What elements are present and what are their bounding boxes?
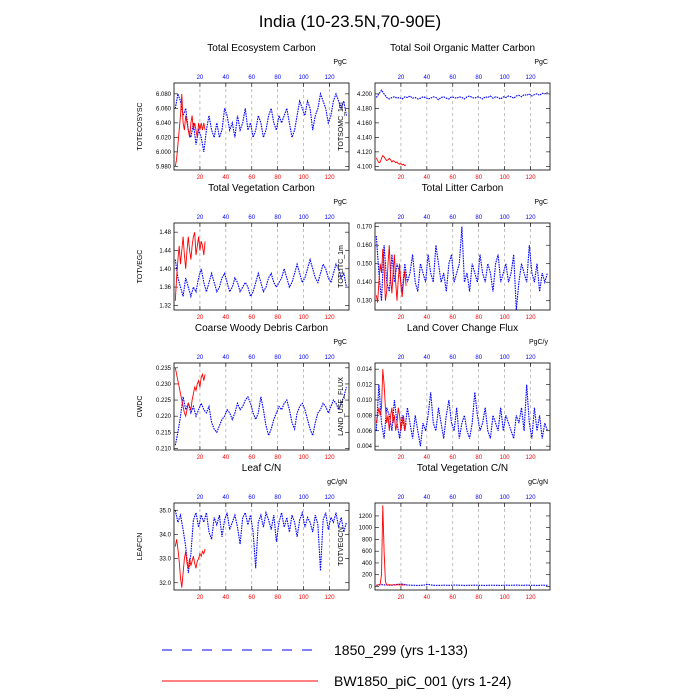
x-tick-label-top: 80	[274, 355, 282, 361]
x-tick-label-top: 100	[298, 75, 309, 81]
x-tick-label-top: 40	[423, 495, 431, 501]
x-tick-label-top: 40	[222, 355, 230, 361]
x-tick-label: 60	[449, 455, 457, 461]
y-tick-label: 4.180	[356, 106, 372, 113]
panel-unit-label: PgC	[333, 339, 347, 346]
y-tick-label: 4.140	[356, 135, 372, 142]
x-tick-label-top: 60	[449, 75, 457, 81]
y-tick-label: 1.40	[159, 266, 171, 273]
x-tick-label: 80	[274, 175, 282, 181]
y-tick-label: 0.008	[356, 413, 372, 420]
y-tick-label: 0.004	[356, 444, 372, 451]
x-tick-label-top: 60	[449, 355, 457, 361]
x-tick-label-top: 40	[423, 355, 431, 361]
x-tick-label-top: 20	[397, 495, 405, 501]
x-tick-label-top: 20	[397, 355, 405, 361]
x-tick-label: 20	[196, 175, 204, 181]
y-tick-label: 0.150	[356, 261, 372, 268]
y-tick-label: 200	[361, 572, 372, 579]
y-tick-label: 0.006	[356, 428, 372, 435]
x-tick-label: 100	[298, 315, 309, 321]
series-line-1850_299	[376, 227, 547, 310]
series-line-BW1850_piC_001	[376, 369, 406, 431]
plot-frame	[375, 503, 550, 590]
panels-group	[137, 43, 550, 601]
y-tick-label: 0.215	[155, 430, 171, 437]
y-tick-label: 1.48	[159, 230, 171, 237]
y-tick-label: 1200	[358, 513, 372, 520]
plot-frame	[375, 363, 550, 450]
y-tick-label: 0.230	[155, 381, 171, 388]
x-tick-label: 20	[397, 455, 405, 461]
series-line-BW1850_piC_001	[376, 505, 406, 585]
y-tick-label: 0.014	[356, 367, 372, 374]
panel-4	[338, 183, 550, 321]
x-tick-label-top: 100	[499, 215, 510, 221]
x-tick-label-top: 100	[298, 215, 309, 221]
y-tick-label: 33.0	[159, 556, 171, 563]
x-tick-label: 80	[475, 175, 483, 181]
y-tick-label: 4.200	[356, 91, 372, 98]
panel-3	[137, 183, 349, 321]
series-line-BW1850_piC_001	[175, 368, 205, 416]
y-tick-label: 4.160	[356, 120, 372, 127]
x-tick-label: 40	[222, 175, 230, 181]
panel-title: Coarse Woody Debris Carbon	[194, 323, 329, 334]
x-tick-label: 120	[324, 175, 335, 181]
y-tick-label: 1.32	[159, 303, 171, 310]
panel-title: Total Ecosystem Carbon	[207, 43, 316, 54]
panel-unit-label: gC/gN	[528, 479, 548, 486]
x-tick-label-top: 20	[397, 215, 405, 221]
x-tick-label-top: 60	[248, 215, 256, 221]
x-tick-label-top: 80	[475, 355, 483, 361]
y-tick-label: 6.040	[155, 120, 171, 127]
x-tick-label-top: 100	[499, 355, 510, 361]
plot-frame	[375, 83, 550, 170]
y-tick-label: 32.0	[159, 580, 171, 587]
x-tick-label-top: 120	[324, 355, 335, 361]
x-tick-label-top: 80	[274, 215, 282, 221]
panel-5	[137, 323, 349, 461]
x-tick-label-top: 20	[397, 75, 405, 81]
x-tick-label-top: 100	[499, 495, 510, 501]
x-tick-label: 40	[222, 595, 230, 601]
legend-label-series-1: 1850_299 (yrs 1-133)	[334, 642, 468, 658]
x-tick-label: 40	[423, 315, 431, 321]
y-tick-label: 4.100	[356, 164, 372, 171]
x-tick-label: 120	[324, 315, 335, 321]
x-tick-label: 100	[499, 315, 510, 321]
x-tick-label: 60	[248, 595, 256, 601]
x-tick-label-top: 60	[248, 75, 256, 81]
y-tick-label: 1000	[358, 525, 372, 532]
x-tick-label-top: 20	[196, 75, 204, 81]
y-tick-label: 1.44	[159, 248, 171, 255]
x-tick-label-top: 100	[499, 75, 510, 81]
panel-title: Total Litter Carbon	[421, 183, 504, 194]
y-tick-label: 0.170	[356, 224, 372, 231]
y-tick-label: 6.000	[155, 149, 171, 156]
x-tick-label-top: 60	[248, 495, 256, 501]
figure-title: India (10-23.5N,70-90E)	[258, 12, 442, 31]
y-tick-label: 0.012	[356, 382, 372, 389]
x-tick-label: 100	[298, 455, 309, 461]
legend-label-series-2: BW1850_piC_001 (yrs 1-24)	[334, 673, 512, 689]
x-tick-label-top: 60	[449, 215, 457, 221]
series-line-BW1850_piC_001	[175, 94, 205, 166]
x-tick-label-top: 120	[525, 355, 536, 361]
x-tick-label-top: 20	[196, 495, 204, 501]
x-tick-label: 40	[423, 455, 431, 461]
panel-title: Total Vegetation Carbon	[208, 183, 315, 194]
panel-unit-label: gC/gN	[327, 479, 347, 486]
y-tick-label: 0.140	[356, 280, 372, 287]
series-line-BW1850_piC_001	[376, 156, 406, 166]
x-tick-label-top: 120	[324, 495, 335, 501]
x-tick-label: 20	[196, 455, 204, 461]
panel-title: Land Cover Change Flux	[406, 323, 519, 334]
x-tick-label-top: 40	[222, 215, 230, 221]
series-line-1850_299	[376, 90, 547, 100]
panel-title: Leaf C/N	[241, 463, 282, 474]
y-tick-label: 0	[368, 584, 372, 591]
x-tick-label: 120	[525, 455, 536, 461]
x-tick-label-top: 100	[298, 495, 309, 501]
x-tick-label: 60	[449, 595, 457, 601]
x-tick-label: 40	[423, 595, 431, 601]
x-tick-label-top: 60	[449, 495, 457, 501]
x-tick-label-top: 80	[274, 495, 282, 501]
x-tick-label: 120	[525, 315, 536, 321]
series-line-1850_299	[175, 387, 346, 445]
panel-7	[137, 463, 349, 601]
x-tick-label-top: 80	[475, 495, 483, 501]
x-tick-label: 60	[248, 455, 256, 461]
x-tick-label: 100	[298, 175, 309, 181]
x-tick-label: 100	[298, 595, 309, 601]
x-tick-label: 20	[196, 595, 204, 601]
x-tick-label-top: 80	[274, 75, 282, 81]
y-tick-label: 0.010	[356, 397, 372, 404]
x-tick-label-top: 120	[324, 215, 335, 221]
y-tick-label: 0.160	[356, 243, 372, 250]
x-tick-label: 20	[397, 175, 405, 181]
x-tick-label: 80	[475, 455, 483, 461]
y-axis-label: LAND_USE_FLUX	[338, 377, 345, 436]
x-tick-label-top: 120	[324, 75, 335, 81]
panel-unit-label: PgC	[534, 199, 548, 206]
y-tick-label: 35.0	[159, 508, 171, 515]
series-line-BW1850_piC_001	[175, 232, 205, 301]
series-line-BW1850_piC_001	[175, 539, 205, 587]
x-tick-label-top: 40	[423, 215, 431, 221]
x-tick-label-top: 20	[196, 355, 204, 361]
x-tick-label-top: 40	[423, 75, 431, 81]
x-tick-label: 60	[449, 315, 457, 321]
x-tick-label-top: 40	[222, 495, 230, 501]
y-tick-label: 6.060	[155, 106, 171, 113]
legend	[162, 642, 511, 689]
x-tick-label: 20	[397, 315, 405, 321]
panel-2	[338, 43, 550, 181]
x-tick-label-top: 20	[196, 215, 204, 221]
x-tick-label: 120	[525, 595, 536, 601]
y-tick-label: 0.235	[155, 365, 171, 372]
y-tick-label: 600	[361, 549, 372, 556]
y-tick-label: 400	[361, 560, 372, 567]
y-tick-label: 0.225	[155, 398, 171, 405]
y-tick-label: 0.210	[155, 446, 171, 453]
panel-6	[338, 323, 550, 461]
x-tick-label: 100	[499, 175, 510, 181]
y-tick-label: 6.020	[155, 135, 171, 142]
y-tick-label: 34.0	[159, 532, 171, 539]
y-tick-label: 0.130	[356, 298, 372, 305]
panel-1	[137, 43, 349, 181]
y-axis-label: TOTVEGCN	[338, 527, 345, 566]
x-tick-label: 80	[475, 315, 483, 321]
series-line-1850_299	[175, 510, 346, 573]
y-tick-label: 6.080	[155, 91, 171, 98]
x-tick-label-top: 100	[298, 355, 309, 361]
series-line-1850_299	[175, 260, 346, 297]
y-axis-label: TOTLITC_1m	[338, 245, 345, 288]
x-tick-label-top: 80	[475, 75, 483, 81]
panel-title: Total Vegetation C/N	[416, 463, 509, 474]
x-tick-label-top: 60	[248, 355, 256, 361]
panel-title: Total Soil Organic Matter Carbon	[389, 43, 536, 54]
y-axis-label: LEAFCN	[137, 532, 144, 561]
y-tick-label: 4.120	[356, 149, 372, 156]
y-axis-label: CWDC	[137, 395, 144, 418]
x-tick-label-top: 80	[475, 215, 483, 221]
panel-unit-label: PgC	[333, 199, 347, 206]
x-tick-label: 80	[274, 595, 282, 601]
x-tick-label: 60	[449, 175, 457, 181]
series-line-1850_299	[376, 385, 547, 447]
x-tick-label: 20	[397, 595, 405, 601]
x-tick-label: 60	[248, 315, 256, 321]
x-tick-label: 100	[499, 455, 510, 461]
y-tick-label: 5.980	[155, 164, 171, 171]
x-tick-label: 40	[423, 175, 431, 181]
panel-8	[338, 463, 550, 601]
x-tick-label: 120	[324, 595, 335, 601]
x-tick-label: 80	[475, 595, 483, 601]
y-tick-label: 1.36	[159, 285, 171, 292]
x-tick-label: 80	[274, 455, 282, 461]
x-tick-label-top: 120	[525, 215, 536, 221]
panel-unit-label: PgC	[534, 59, 548, 66]
x-tick-label: 40	[222, 455, 230, 461]
x-tick-label-top: 120	[525, 75, 536, 81]
x-tick-label: 80	[274, 315, 282, 321]
x-tick-label: 40	[222, 315, 230, 321]
panel-unit-label: PgC/y	[528, 339, 548, 346]
x-tick-label: 60	[248, 175, 256, 181]
x-tick-label: 20	[196, 315, 204, 321]
y-tick-label: 0.220	[155, 414, 171, 421]
x-tick-label-top: 40	[222, 75, 230, 81]
x-tick-label: 120	[324, 455, 335, 461]
y-axis-label: TOTSOMC_1m	[338, 102, 345, 151]
y-axis-label: TOTVEGC	[137, 249, 144, 284]
x-tick-label-top: 120	[525, 495, 536, 501]
y-tick-label: 800	[361, 537, 372, 544]
y-axis-label: TOTECOSYSC	[137, 102, 144, 151]
panel-unit-label: PgC	[333, 59, 347, 66]
x-tick-label: 120	[525, 175, 536, 181]
x-tick-label: 100	[499, 595, 510, 601]
